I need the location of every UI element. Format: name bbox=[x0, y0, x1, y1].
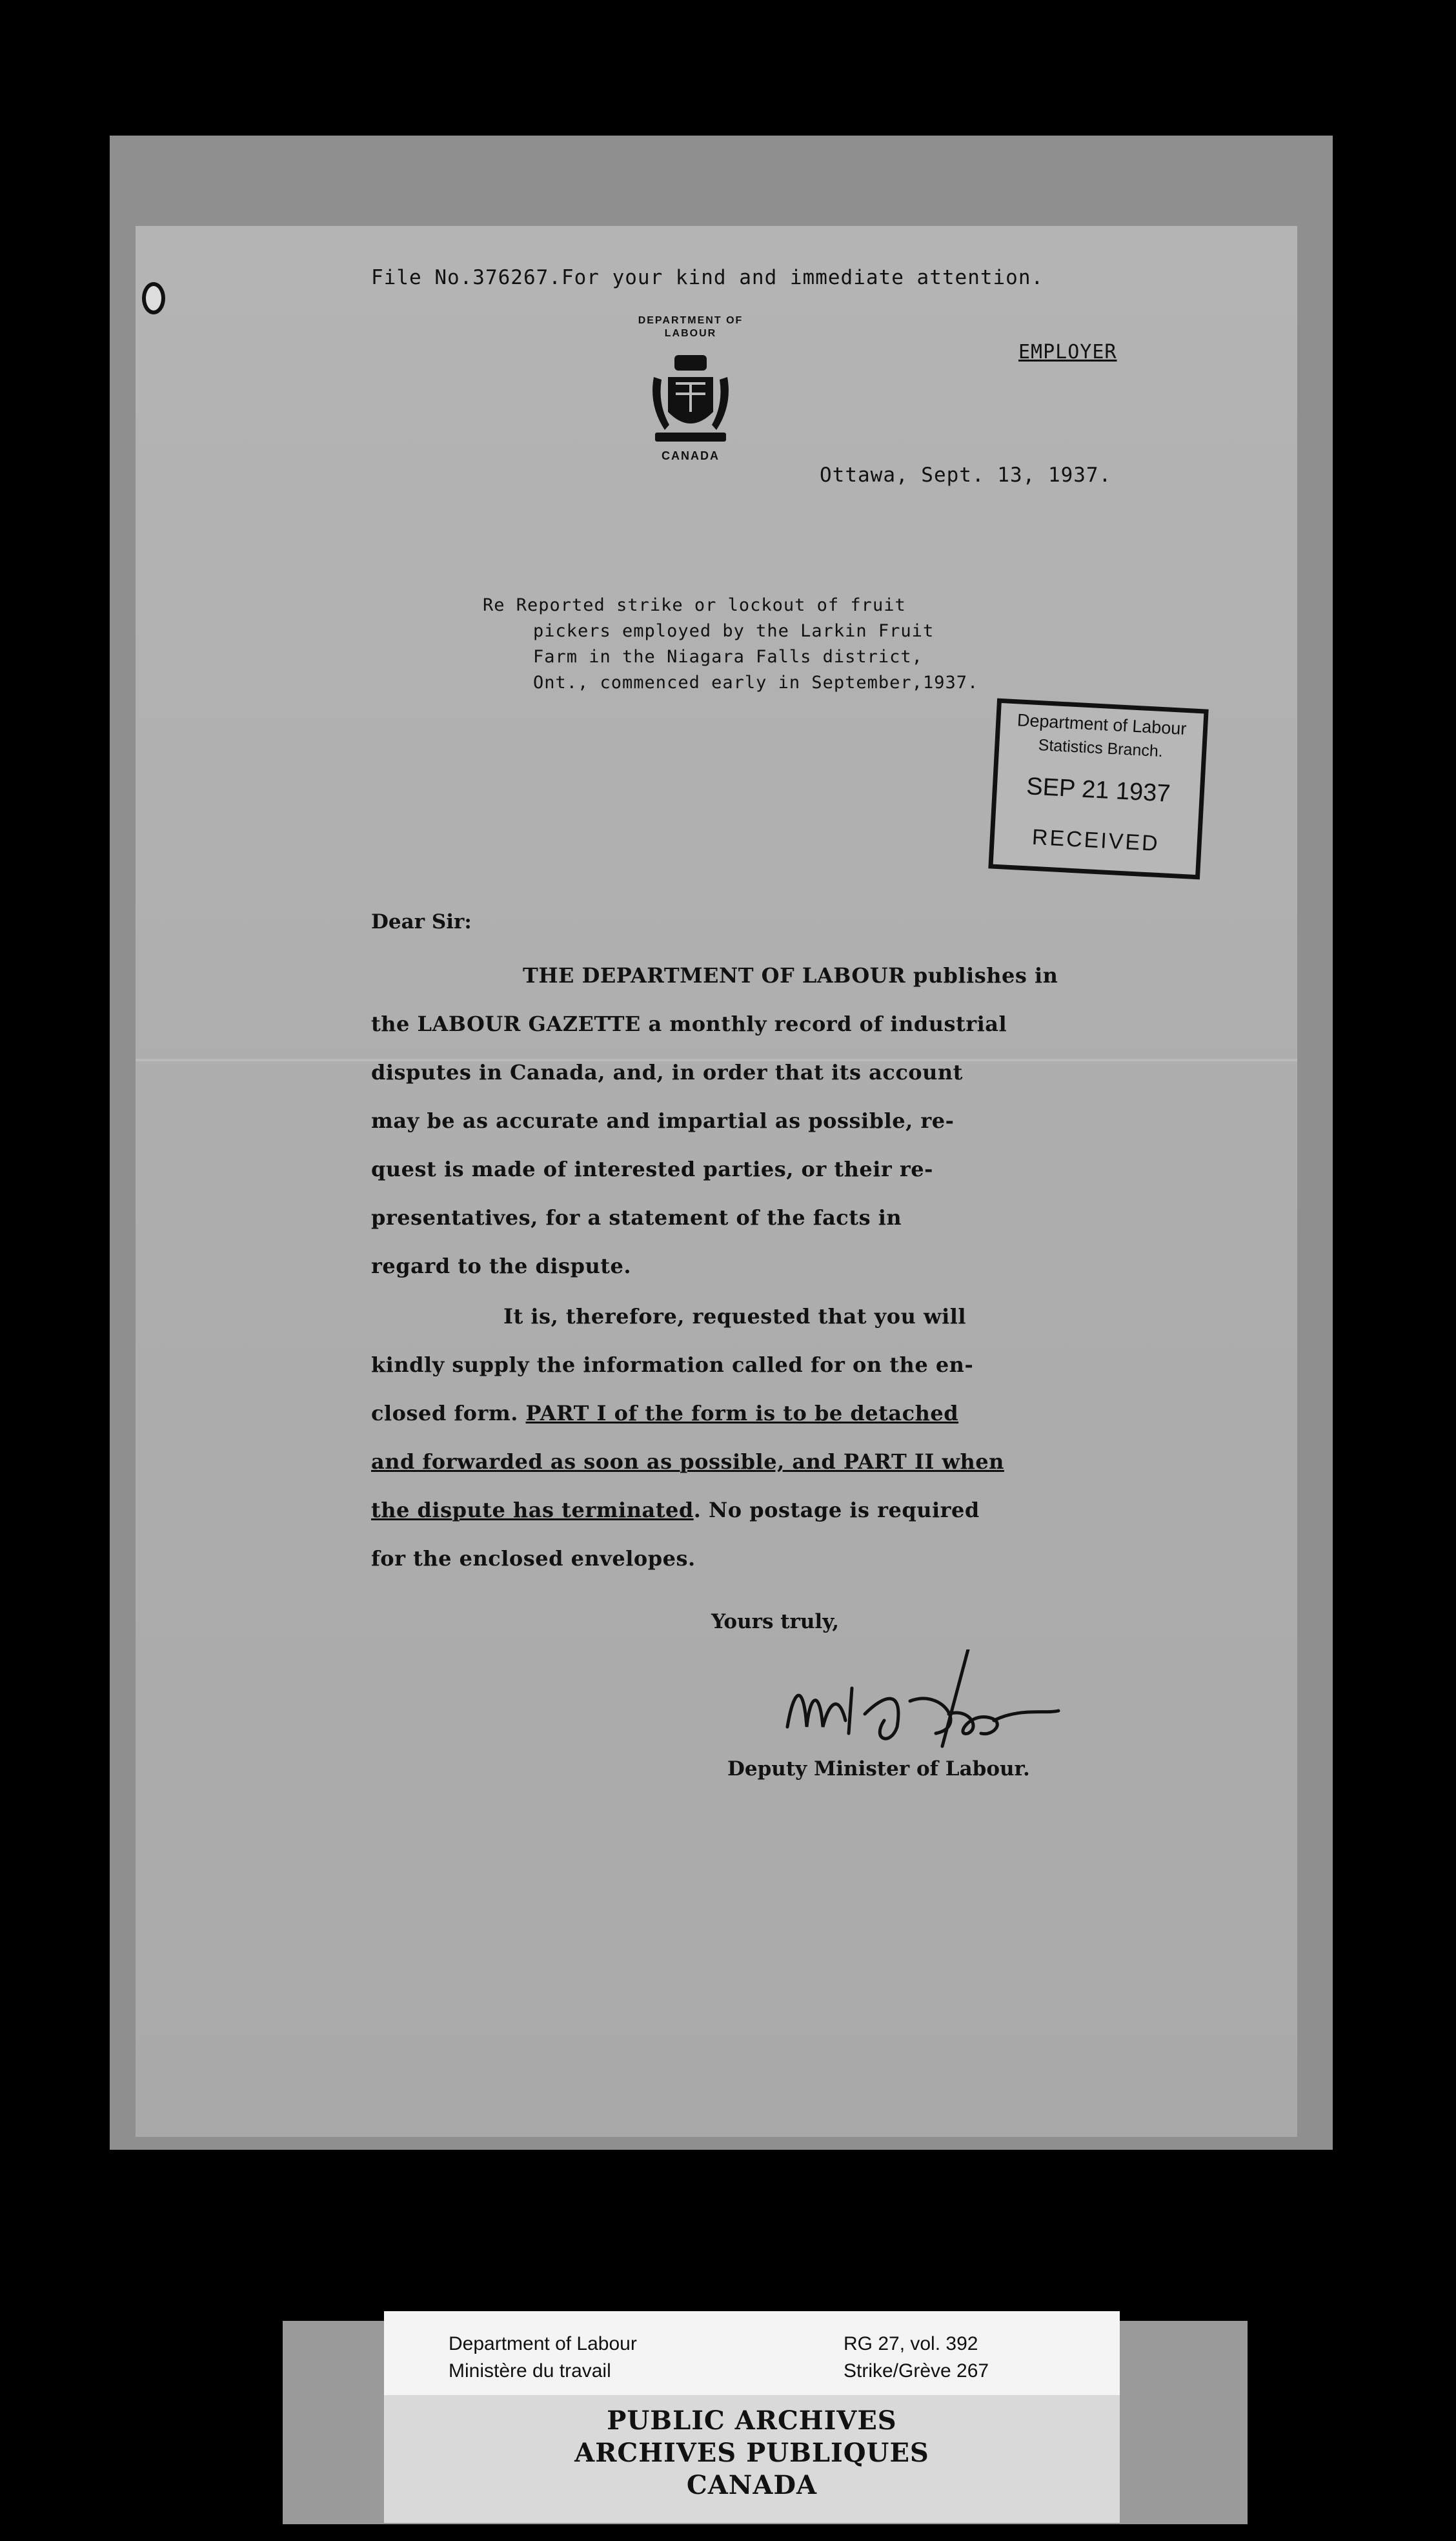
body-text: . No postage is required bbox=[693, 1498, 980, 1522]
body-line bbox=[371, 1498, 980, 1522]
stamp-status: RECEIVED bbox=[1031, 824, 1160, 857]
body-text: publishes in bbox=[905, 963, 1058, 988]
letter-page bbox=[136, 226, 1297, 2137]
body-line: quest is made of interested parties, or their re- bbox=[371, 1157, 933, 1181]
signatory-title: Deputy Minister of Labour. bbox=[727, 1757, 1030, 1781]
re-line: Re Reported strike or lockout of fruit bbox=[483, 595, 906, 615]
underlined-instruction: and forwarded as soon as possible, and PART II when bbox=[371, 1449, 1004, 1474]
department-english: Department of Labour bbox=[449, 2333, 637, 2354]
re-subject-block bbox=[483, 593, 978, 696]
stamp-branch: Statistics Branch. bbox=[1038, 736, 1164, 761]
closing: Yours truly, bbox=[711, 1610, 840, 1633]
department-name: THE DEPARTMENT OF LABOUR bbox=[523, 963, 906, 988]
body-line: regard to the dispute. bbox=[371, 1254, 631, 1278]
re-line: Ont., commenced early in September,1937. bbox=[533, 673, 979, 693]
strike-number: Strike/Grève 267 bbox=[844, 2360, 989, 2382]
body-line: kindly supply the information called for on the en- bbox=[371, 1352, 974, 1377]
body-line: the LABOUR GAZETTE a monthly record of industrial bbox=[371, 1012, 1007, 1036]
body-text: closed form. bbox=[371, 1401, 526, 1425]
archives-french: ARCHIVES PUBLIQUES bbox=[574, 2438, 929, 2468]
body-line bbox=[371, 1401, 958, 1425]
stamp-date: SEP 21 1937 bbox=[1026, 773, 1171, 808]
punch-hole bbox=[142, 282, 165, 314]
re-line: pickers employed by the Larkin Fruit bbox=[533, 621, 935, 641]
underlined-instruction: PART I of the form is to be detached bbox=[525, 1401, 959, 1425]
record-group-volume: RG 27, vol. 392 bbox=[844, 2333, 978, 2354]
archives-country: CANADA bbox=[686, 2470, 818, 2500]
letter-date: Ottawa, Sept. 13, 1937. bbox=[820, 464, 1112, 487]
body-line: It is, therefore, requested that you will bbox=[503, 1304, 967, 1329]
received-stamp bbox=[988, 699, 1208, 880]
department-crest bbox=[629, 315, 752, 470]
underlined-instruction: the dispute has terminated bbox=[371, 1498, 694, 1522]
department-french: Ministère du travail bbox=[449, 2360, 611, 2382]
crest-top-text-2: LABOUR bbox=[664, 328, 717, 339]
body-line: for the enclosed envelopes. bbox=[371, 1546, 696, 1571]
employer-label: EMPLOYER bbox=[1018, 341, 1117, 363]
salutation: Dear Sir: bbox=[371, 910, 472, 934]
re-line: Farm in the Niagara Falls district, bbox=[533, 647, 923, 667]
body-line: presentatives, for a statement of the facts in bbox=[371, 1205, 902, 1230]
archives-english: PUBLIC ARCHIVES bbox=[607, 2405, 897, 2436]
body-line: may be as accurate and impartial as possible, re- bbox=[371, 1108, 955, 1133]
archive-label bbox=[384, 2311, 1120, 2523]
crest-bottom-text: CANADA bbox=[662, 449, 720, 462]
crest-top-text: DEPARTMENT OF bbox=[638, 315, 743, 326]
file-number-line: File No.376267.For your kind and immediate attention. bbox=[371, 266, 1044, 289]
body-line bbox=[523, 963, 1058, 988]
body-line: disputes in Canada, and, in order that its account bbox=[371, 1060, 963, 1085]
stamp-department: Department of Labour bbox=[1016, 710, 1188, 739]
archive-label-header bbox=[384, 2311, 1120, 2395]
